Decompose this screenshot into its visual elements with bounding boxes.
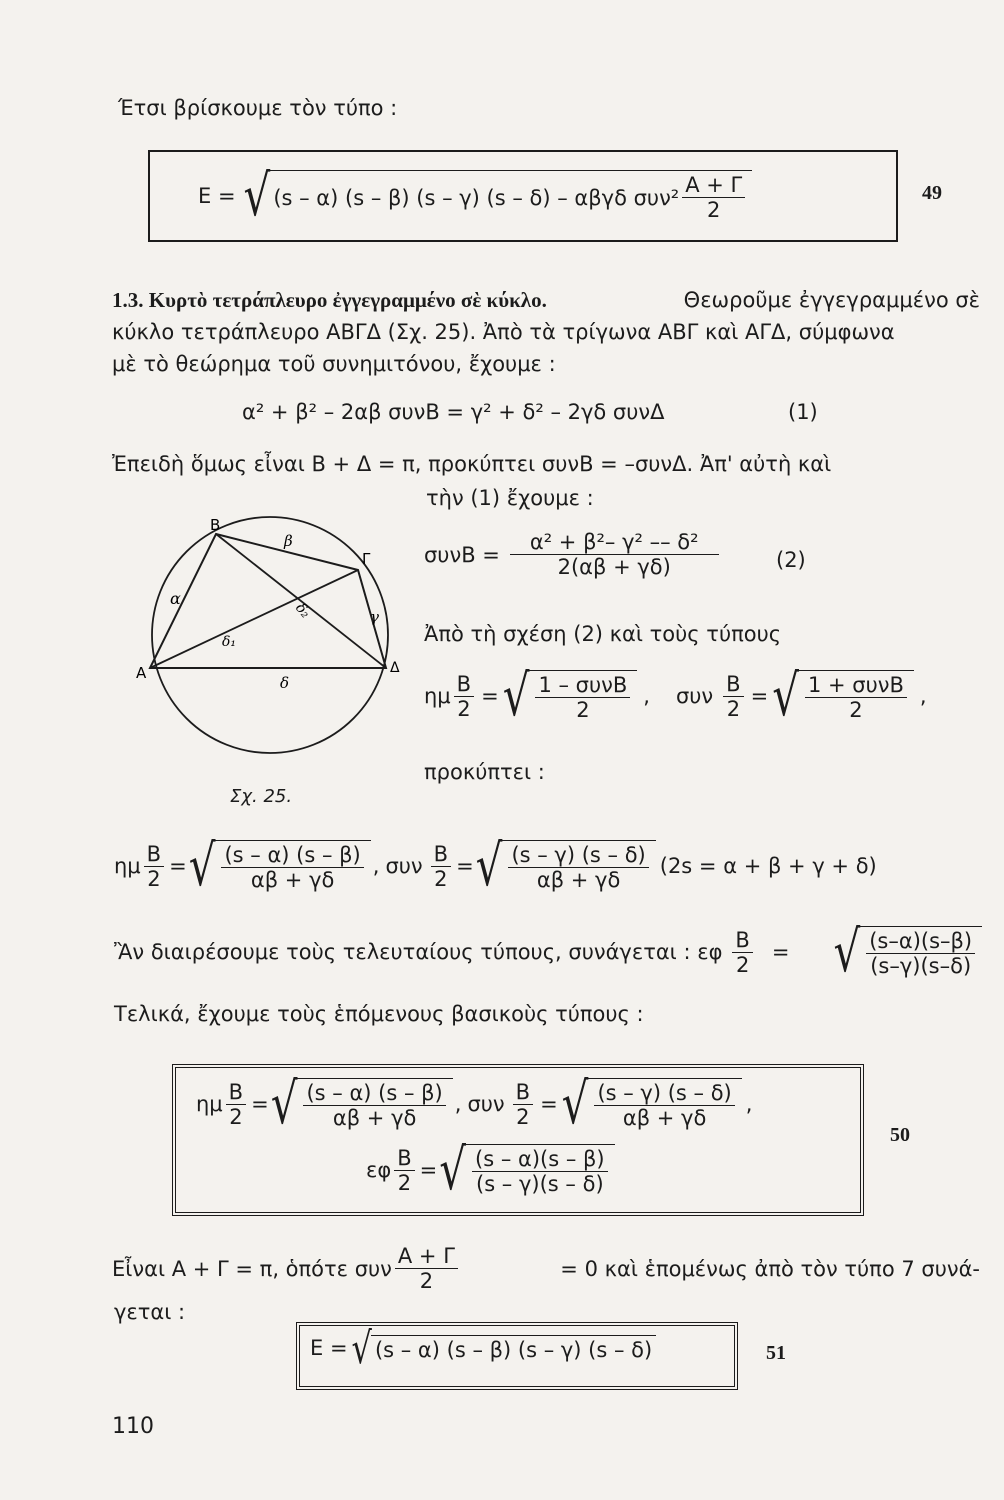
formula-51-number: 51 — [766, 1342, 786, 1364]
res-equals: = — [169, 854, 187, 879]
res-frac-2: 2 — [147, 866, 161, 891]
div-frac-B: Β — [732, 928, 752, 953]
formula-49-frac-num: A + Γ — [682, 173, 745, 198]
label-B: Β — [210, 516, 221, 534]
formula-50-number: 50 — [890, 1124, 910, 1146]
half-angle-results: ημ $\frac{B}{2}$ = √ $\frac{(s - \alpha) (s - \beta)}{\alpha\beta + \gamma\delta}$ , συν $\frac{B}{2}$ = √ $\frac{(s - \gamma) (s - \delta)}{\alpha\beta + \gamma\delta}$ (2s = α + β + γ + δ) — [114, 832, 877, 899]
f50-frac-2-3: 2 — [397, 1170, 412, 1195]
frac-num1: 1 – συνΒ — [535, 673, 630, 698]
res-equals-2: = — [456, 854, 474, 879]
formula-49-lhs: E = — [198, 184, 236, 208]
half-angle-formulas: ημ $\frac{B}{2}$ = √ $\frac{\text{1 – συνΒ}}{2}$ , συν $\frac{B}{2}$ = √ $\frac{\text{1 + συνΒ}}{2}$ , — [424, 662, 927, 729]
frac-B: Β — [454, 672, 474, 697]
diagonal-ag — [150, 570, 358, 668]
divide-line: Ἂν διαιρέσουμε τοὺς τελευταίους τύπους, συνάγεται : εφ $\frac{B}{2}$ = √ $\frac{(s-\alpha)(s-\beta)}{(s-\gamma)(s-\delta)}$ — [114, 926, 982, 978]
equals: = — [481, 684, 499, 709]
since2-line2: γεται : — [114, 1300, 186, 1324]
frac-num2: 1 + συνΒ — [805, 673, 907, 698]
f50-equals-3: = — [419, 1158, 438, 1183]
res-num1: (s – α) (s – β) — [221, 843, 363, 868]
f50-syn: συν — [467, 1092, 505, 1117]
figure-25 — [130, 510, 420, 770]
f50-den2: αβ + γδ — [622, 1106, 707, 1131]
f50-den3: (s – γ)(s – δ) — [476, 1172, 604, 1197]
formula-49: E = √ (s – α) (s – β) (s – γ) (s – δ) – αβγδ συν² $\frac{A + \Gamma}{2}$ — [198, 160, 752, 232]
f50-frac-2-2: 2 — [516, 1104, 530, 1129]
intro-text: Έτσι βρίσκουμε τὸν τύπο : — [118, 96, 398, 120]
label-A: Α — [136, 664, 147, 682]
since-line2: τὴν (1) ἔχουμε : — [426, 486, 594, 510]
div-equals: = — [771, 940, 790, 965]
since2-line — [112, 1244, 980, 1293]
equation-1-number: (1) — [788, 400, 818, 424]
since-line1: Ἐπειδὴ ὅμως εἶναι Β + Δ = π, προκύπτει συνΒ = –συνΔ. Ἀπ' αὐτὴ καὶ — [112, 452, 832, 476]
section-line2: κύκλο τετράπλευρο ΑΒΓΔ (Σχ. 25). Ἀπὸ τὰ τρίγωνα ΑΒΓ καὶ ΑΓΔ, σύμφωνα — [112, 320, 895, 344]
f50-ef: εφ — [366, 1158, 392, 1183]
syn-label: συν — [675, 684, 714, 709]
equation-2 — [424, 530, 722, 579]
f50-comma: , — [454, 1092, 462, 1117]
equation-2-den: 2(αβ + γδ) — [557, 555, 671, 580]
res-frac-2-2: 2 — [434, 866, 448, 891]
divide-text: Ἂν διαιρέσουμε τοὺς τελευταίους τύπους, συνάγεται : εφ — [114, 940, 723, 965]
f50-den1: αβ + γδ — [332, 1106, 417, 1131]
f50-equals: = — [251, 1092, 269, 1117]
equation-2-num: α² + β²– γ² –– δ² — [510, 530, 719, 555]
label-beta: β — [284, 532, 293, 550]
from-relation-text: Ἀπὸ τὴ σχέση (2) καὶ τοὺς τύπους — [424, 622, 782, 646]
results-in-text: προκύπτει : — [424, 760, 545, 784]
f50-num1: (s – α) (s – β) — [303, 1081, 445, 1106]
formula-50-line2: εφ $\frac{B}{2}$ = √ $\frac{(s - \alpha)(s - \beta)}{(s - \gamma)(s - \delta)}$ — [366, 1144, 615, 1196]
formula-51: E = √ (s – α) (s – β) (s – γ) (s – δ) — [310, 1332, 656, 1364]
label-D: Δ — [390, 660, 400, 676]
label-gamma: γ — [370, 608, 379, 626]
equation-2-lhs: συνΒ = — [424, 542, 500, 567]
section-heading-line — [112, 288, 980, 313]
div-num: (s–α)(s–β) — [866, 929, 975, 954]
circumcircle — [152, 517, 388, 753]
comma: , — [643, 684, 650, 709]
page-number: 110 — [112, 1414, 154, 1439]
f50-num3: (s – α)(s – β) — [472, 1147, 608, 1172]
quadrilateral — [150, 534, 386, 668]
comma-2: , — [919, 684, 927, 709]
f51-lhs: E = — [310, 1336, 348, 1360]
equation-2-number: (2) — [776, 548, 806, 572]
res-frac-B: Β — [144, 842, 164, 867]
figure-caption: Σχ. 25. — [230, 786, 293, 807]
f50-hm: ημ — [196, 1092, 223, 1117]
f50-frac-B-2: Β — [513, 1080, 533, 1105]
frac-2-2: 2 — [726, 696, 741, 721]
res-den1: αβ + γδ — [250, 868, 335, 893]
res-frac-B-2: Β — [431, 842, 451, 867]
since2-post: = 0 καὶ ἑπομένως ἀπὸ τὸν τύπο 7 συνά- — [560, 1256, 980, 1281]
hm-label: ημ — [424, 684, 451, 709]
equals-2: = — [750, 684, 769, 709]
f50-frac-B-3: Β — [394, 1146, 414, 1171]
label-delta2: δ₂ — [292, 600, 314, 622]
label-delta1: δ₁ — [222, 634, 237, 650]
hm-label-2: ημ — [114, 854, 141, 879]
formula-50-line1: ημ $\frac{B}{2}$ = √ $\frac{(s - \alpha) (s - \beta)}{\alpha\beta + \gamma\delta}$ , συν $\frac{B}{2}$ = √ $\frac{(s - \gamma) (s - \delta)}{\alpha\beta + \gamma\delta}$ , — [196, 1070, 753, 1137]
label-delta: δ — [280, 674, 290, 692]
div-den: (s–γ)(s–δ) — [870, 954, 972, 979]
semi-perimeter-note: (2s = α + β + γ + δ) — [659, 854, 877, 879]
frac-den2: 2 — [849, 698, 863, 723]
res-num2: (s – γ) (s – δ) — [508, 843, 648, 868]
diagonal-bd — [216, 534, 386, 668]
finally-text: Τελικά, ἔχουμε τοὺς ἑπόμενους βασικοὺς τύπους : — [114, 1002, 644, 1026]
section-heading: 1.3. Κυρτὸ τετράπλευρο ἐγγεγραμμένο σὲ κύκλο. — [112, 288, 547, 312]
frac-2: 2 — [457, 696, 471, 721]
label-alpha: α — [170, 589, 181, 608]
f50-equals-2: = — [540, 1092, 558, 1117]
f50-num2: (s – γ) (s – δ) — [594, 1081, 734, 1106]
res-comma: , — [372, 854, 380, 879]
since2-num: Α + Γ — [395, 1244, 458, 1269]
syn-label-2: συν — [385, 854, 423, 879]
section-line3: μὲ τὸ θεώρημα τοῦ συνημιτόνου, ἔχουμε : — [112, 352, 556, 376]
f50-frac-B: Β — [226, 1080, 246, 1105]
res-den2: αβ + γδ — [536, 868, 621, 893]
frac-B-2: Β — [723, 672, 743, 697]
f51-radicand: (s – α) (s – β) (s – γ) (s – δ) — [371, 1335, 656, 1362]
since2-pre: Εἶναι Α + Γ = π, ὁπότε συν — [112, 1256, 392, 1281]
formula-49-radicand: (s – α) (s – β) (s – γ) (s – δ) – αβγδ συν² — [273, 185, 680, 210]
equation-1: α² + β² – 2αβ συνΒ = γ² + δ² – 2γδ συνΔ — [242, 400, 665, 424]
div-frac-2: 2 — [735, 952, 750, 977]
label-G: Γ — [362, 550, 371, 568]
since2-den: 2 — [419, 1269, 434, 1294]
f50-frac-2: 2 — [229, 1104, 243, 1129]
section-line1: Θεωροῦμε ἐγγεγραμμένο σὲ — [683, 288, 980, 312]
formula-49-frac-den: 2 — [707, 198, 721, 222]
frac-den1: 2 — [576, 698, 590, 723]
formula-49-number: 49 — [922, 182, 942, 204]
f50-comma-2: , — [745, 1092, 753, 1117]
